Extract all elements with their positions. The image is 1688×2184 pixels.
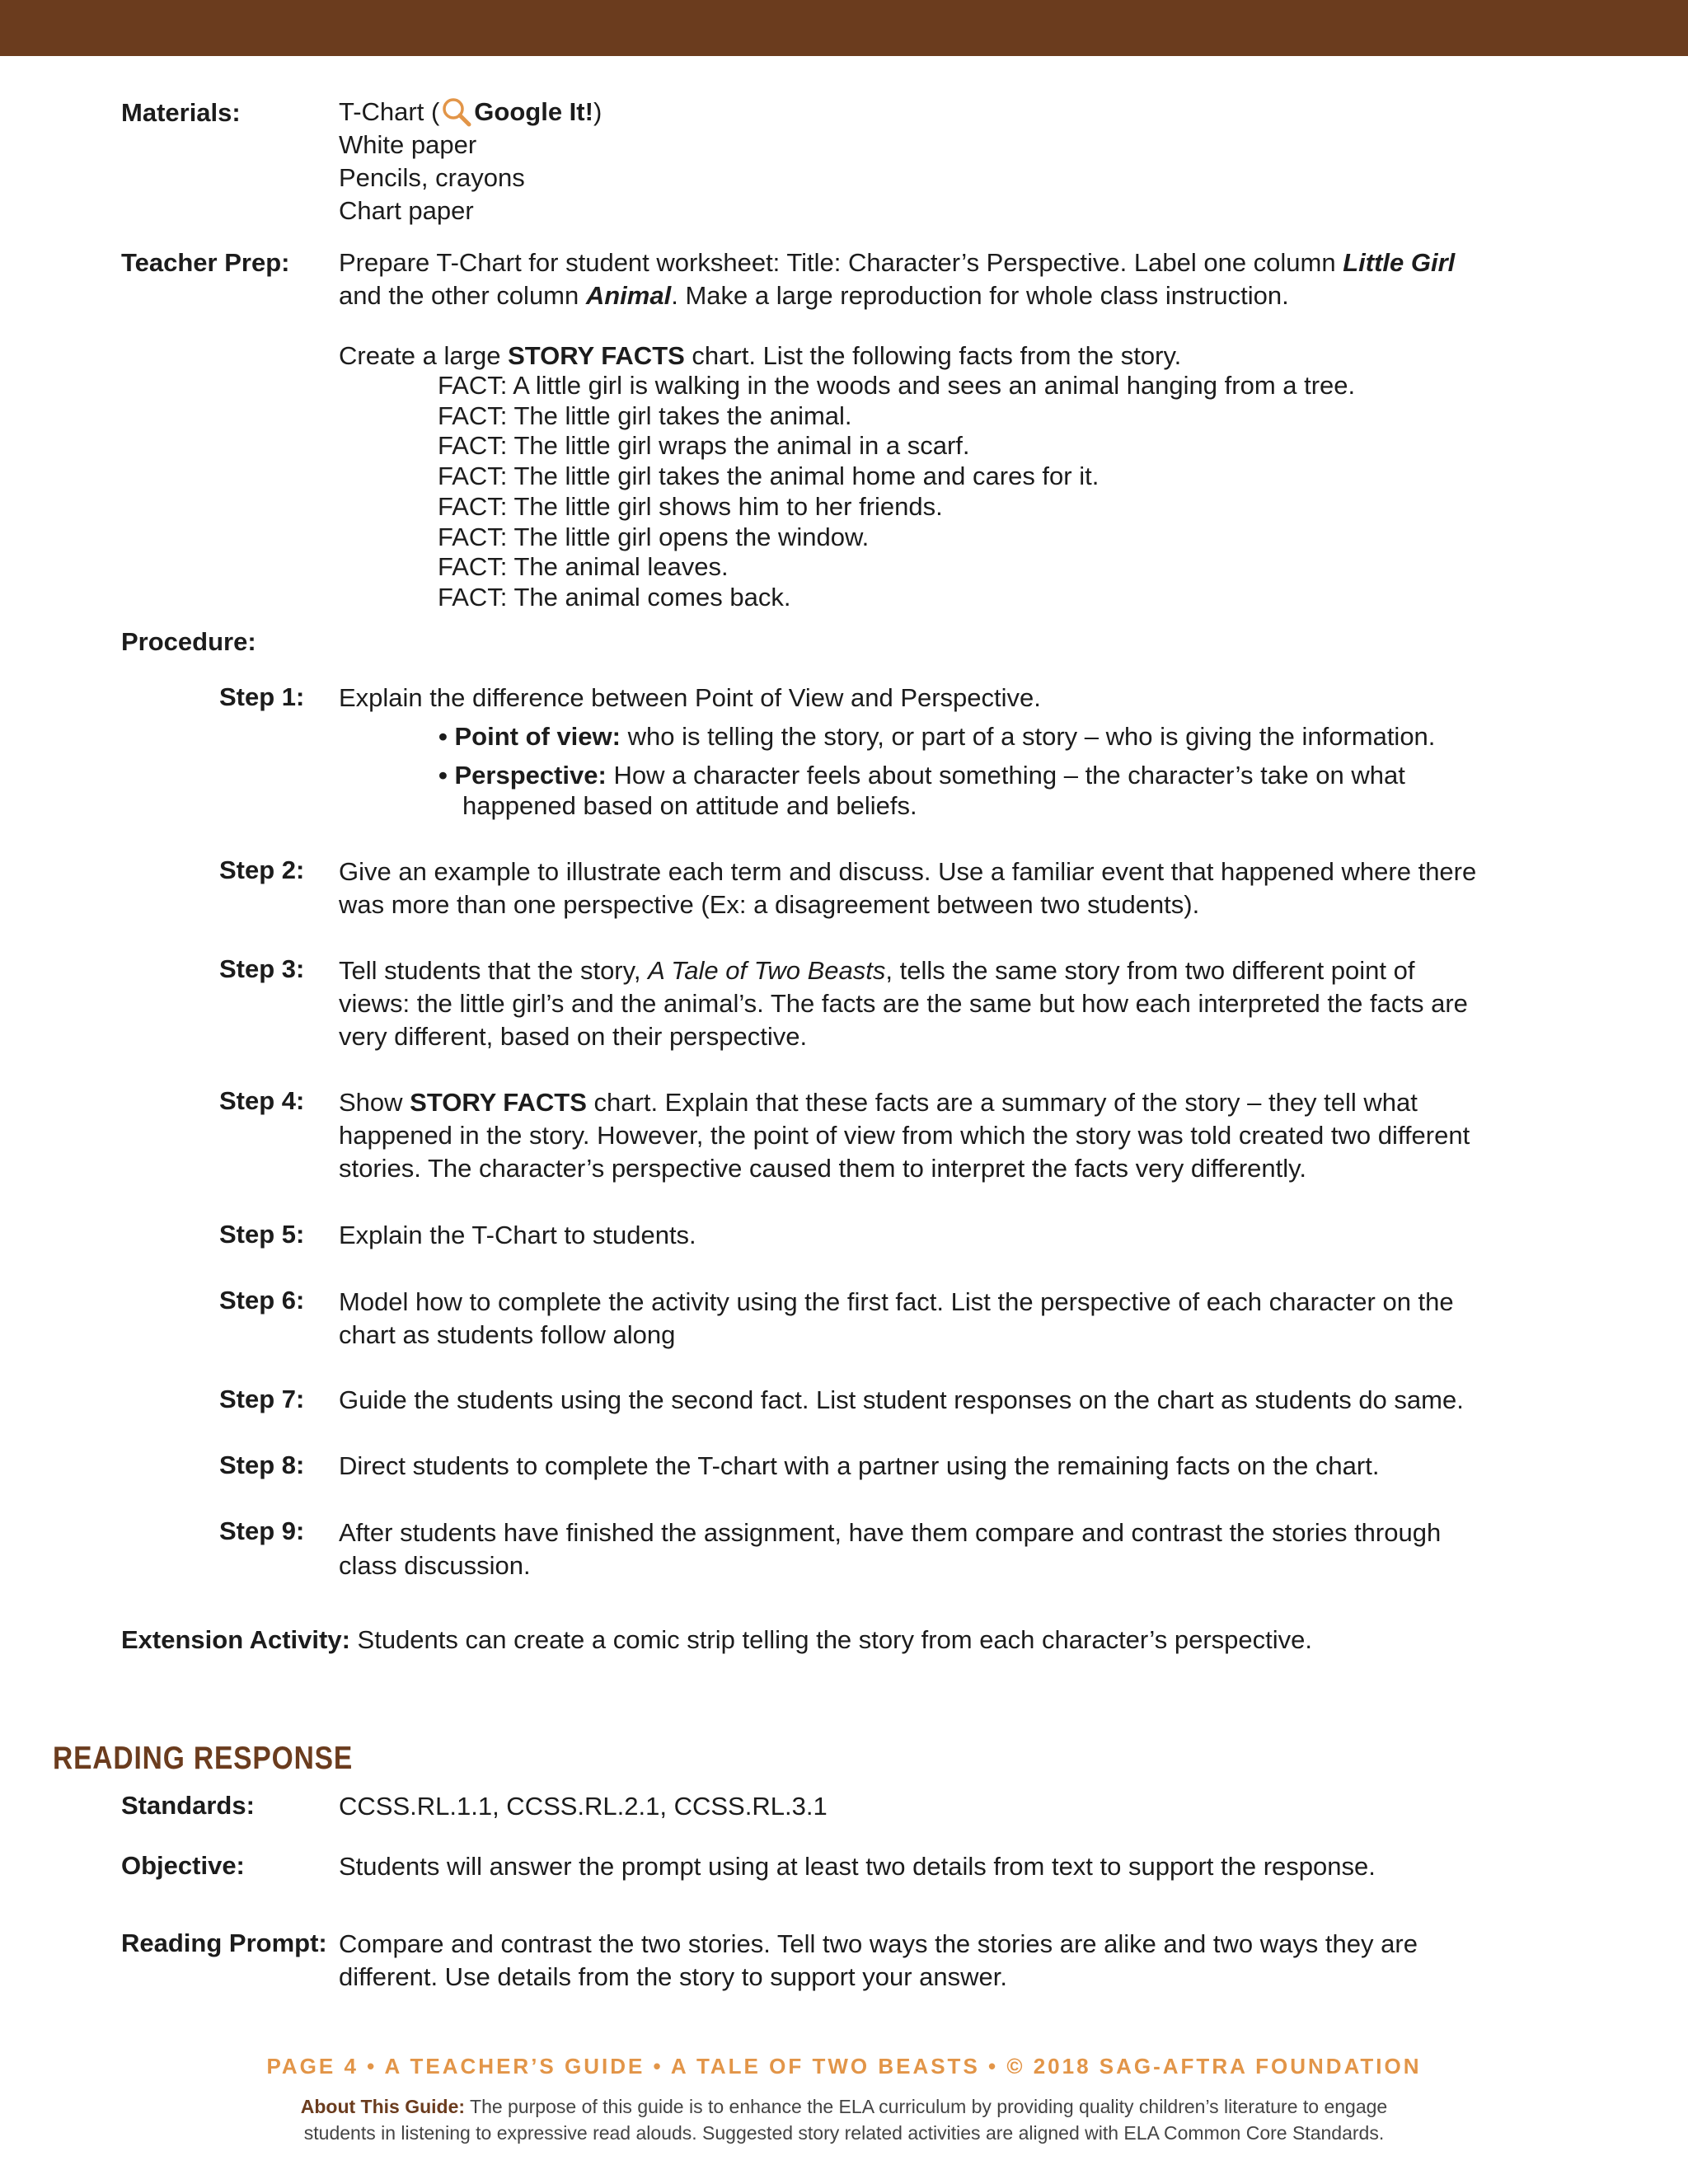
google-it-link[interactable]: Google It! xyxy=(474,97,593,126)
fact-item: FACT: The animal comes back. xyxy=(438,582,791,612)
reading-prompt-text: Compare and contrast the two stories. Tell two ways the stories are alike and two ways they are different. Use details from the story to support your answer. xyxy=(339,1929,1418,1991)
objective-label: Objective: xyxy=(121,1851,245,1880)
step-text: Model how to complete the activity using the first fact. List the perspective of each character on the chart as students follow along xyxy=(339,1287,1454,1349)
step-text: Explain the difference between Point of View and Perspective. xyxy=(339,683,1041,712)
bullet-perspective-cont: happened based on attitude and beliefs. xyxy=(462,791,917,820)
materials-label: Materials: xyxy=(121,98,241,127)
fact-item: FACT: The animal leaves. xyxy=(438,552,729,582)
extension-label: Extension Activity: xyxy=(121,1625,350,1654)
step-label: Step 6: xyxy=(219,1286,305,1315)
step-label: Step 4: xyxy=(219,1086,305,1115)
step-text: Direct students to complete the T-chart with a partner using the remaining facts on the chart. xyxy=(339,1451,1380,1480)
step-label: Step 5: xyxy=(219,1220,305,1249)
materials-item: Pencils, crayons xyxy=(339,163,525,192)
fact-item: FACT: The little girl takes the animal. xyxy=(438,401,852,430)
objective-value: Students will answer the prompt using at least two details from text to support the response. xyxy=(339,1852,1376,1881)
step-text: After students have finished the assignment, have them compare and contrast the stories through class discussion. xyxy=(339,1518,1442,1580)
step-label: Step 8: xyxy=(219,1451,305,1479)
materials-item: White paper xyxy=(339,130,477,159)
fact-item: FACT: The little girl takes the animal home and cares for it. xyxy=(438,462,1100,491)
materials-list xyxy=(339,96,602,227)
story-facts-intro: Create a large STORY FACTS chart. List the following facts from the story. xyxy=(339,341,1182,370)
footer-about: About This Guide: The purpose of this guide is to enhance the ELA curriculum by providing quality children’s literature to engage students in listening to expressive read alouds. Suggested story related activities are aligned with ELA Common Core Standards. xyxy=(300,2096,1388,2144)
extension-activity: Extension Activity: Students can create a comic strip telling the story from each character’s perspective. xyxy=(121,1625,1312,1654)
fact-item: FACT: The little girl opens the window. xyxy=(438,522,870,551)
materials-item: Chart paper xyxy=(339,196,474,225)
step-label: Step 7: xyxy=(219,1385,305,1413)
about-label: About This Guide: xyxy=(300,2096,466,2117)
teacher-prep-text: Prepare T-Chart for student worksheet: Title: Character’s Perspective. Label one column Little Girl and the other column Animal. Make a large reproduction for whole class instruction. xyxy=(339,248,1456,310)
magnifier-icon xyxy=(441,97,472,127)
step-label: Step 1: xyxy=(219,682,305,711)
standards-value: CCSS.RL.1.1, CCSS.RL.2.1, CCSS.RL.3.1 xyxy=(339,1792,828,1821)
teacher-prep-label: Teacher Prep: xyxy=(121,248,290,277)
standards-label: Standards: xyxy=(121,1791,255,1820)
step-label: Step 3: xyxy=(219,954,305,983)
fact-item: FACT: The little girl shows him to her friends. xyxy=(438,491,943,521)
step-text: Show STORY FACTS chart. Explain that these facts are a summary of the story – they tell what happened in the story. However, the point of view from which the story was told created two different stories. The character’s perspective caused them to interpret the facts very differently. xyxy=(339,1088,1470,1183)
section-title: READING RESPONSE xyxy=(53,1741,354,1776)
procedure-label: Procedure: xyxy=(121,627,256,656)
fact-item: FACT: A little girl is walking in the woods and sees an animal hanging from a tree. xyxy=(438,371,1356,400)
step-label: Step 2: xyxy=(219,855,305,884)
story-facts-list xyxy=(438,371,1355,613)
header-band xyxy=(0,0,1688,56)
reading-prompt-label: Reading Prompt: xyxy=(121,1929,327,1957)
bullet-point-of-view: • Point of view: who is telling the story, or part of a story – who is giving the information. xyxy=(438,722,1436,751)
materials-tchart: T-Chart ( Google It!) xyxy=(339,97,603,126)
step-label: Step 9: xyxy=(219,1516,305,1545)
step-text: Explain the T-Chart to students. xyxy=(339,1221,696,1249)
fact-item: FACT: The little girl wraps the animal in a scarf. xyxy=(438,431,970,461)
step-text: Guide the students using the second fact. List student responses on the chart as students do same. xyxy=(339,1385,1464,1414)
bullet-perspective: • Perspective: How a character feels about something – the character’s take on what xyxy=(438,761,1405,790)
step-text: Give an example to illustrate each term and discuss. Use a familiar event that happened where there was more than one perspective (Ex: a disagreement between two students). xyxy=(339,857,1477,919)
step-text: Tell students that the story, A Tale of Two Beasts, tells the same story from two different point of views: the little girl’s and the animal’s. The facts are the same but how each interpreted the facts are very different, based on their perspective. xyxy=(339,956,1468,1051)
footer-page-line: PAGE 4 • A TEACHER’S GUIDE • A TALE OF TWO BEASTS • © 2018 SAG-AFTRA FOUNDATION xyxy=(266,2054,1422,2079)
